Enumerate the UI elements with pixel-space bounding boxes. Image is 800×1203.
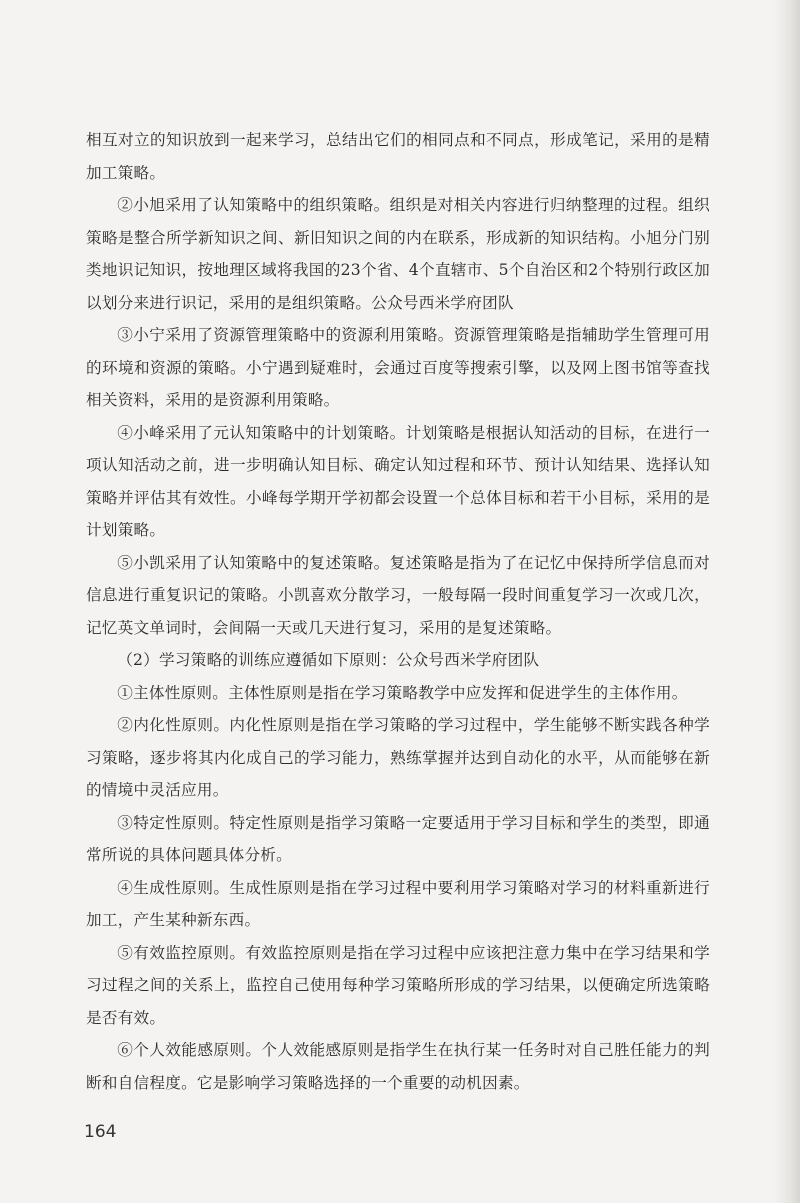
body-text: [86, 124, 710, 1099]
paragraph-2: ②小旭采用了认知策略中的组织策略。组织是对相关内容进行归纳整理的过程。组织策略是整合所学新知识之间、新旧知识之间的内在联系，形成新的知识结构。小旭分门别类地识记知识，按地理区域将我国的23个省、4个直辖市、5个自治区和2个特别行政区加以划分来进行识记，采用的是组织策略。公众号西米学府团队: [86, 196, 710, 312]
paragraph-12: ⑥个人效能感原则。个人效能感原则是指学生在执行某一任务时对自己胜任能力的判断和自信程度。它是影响学习策略选择的一个重要的动机因素。: [86, 1041, 710, 1092]
paragraph-9: ③特定性原则。特定性原则是指学习策略一定要适用于学习目标和学生的类型，即通常所说的具体问题具体分析。: [86, 813, 710, 864]
paragraph-5: ⑤小凯采用了认知策略中的复述策略。复述策略是指为了在记忆中保持所学信息而对信息进行重复识记的策略。小凯喜欢分散学习，一般每隔一段时间重复学习一次或几次，记忆英文单词时，会间隔一天或几天进行复习，采用的是复述策略。: [86, 553, 710, 637]
page-number: 164: [84, 1122, 117, 1142]
paragraph-10: ④生成性原则。生成性原则是指在学习过程中要利用学习策略对学习的材料重新进行加工，产生某种新东西。: [86, 878, 710, 929]
page-edge-shadow: [774, 0, 800, 1203]
paragraph-11: ⑤有效监控原则。有效监控原则是指在学习过程中应该把注意力集中在学习结果和学习过程之间的关系上，监控自己使用每种学习策略所形成的学习结果，以便确定所选策略是否有效。: [86, 943, 710, 1027]
paragraph-3: ③小宁采用了资源管理策略中的资源利用策略。资源管理策略是指辅助学生管理可用的环境和资源的策略。小宁遇到疑难时，会通过百度等搜索引擎，以及网上图书馆等查找相关资料，采用的是资源利用策略。: [86, 326, 710, 409]
paragraph-6: （2）学习策略的训练应遵循如下原则：公众号西米学府团队: [117, 651, 540, 669]
paragraph-4: ④小峰采用了元认知策略中的计划策略。计划策略是根据认知活动的目标，在进行一项认知活动之前，进一步明确认知目标、确定认知过程和环节、预计认知结果、选择认知策略并评估其有效性。小峰每学期开学初都会设置一个总体目标和若干小目标，采用的是计划策略。: [86, 423, 710, 539]
paragraph-8: ②内化性原则。内化性原则是指在学习策略的学习过程中，学生能够不断实践各种学习策略，逐步将其内化成自己的学习能力，熟练掌握并达到自动化的水平，从而能够在新的情境中灵活应用。: [86, 716, 710, 799]
paragraph-1: 相互对立的知识放到一起来学习，总结出它们的相同点和不同点，形成笔记，采用的是精加工策略。: [86, 131, 710, 182]
paragraph-7: ①主体性原则。主体性原则是指在学习策略教学中应发挥和促进学生的主体作用。: [117, 683, 688, 702]
